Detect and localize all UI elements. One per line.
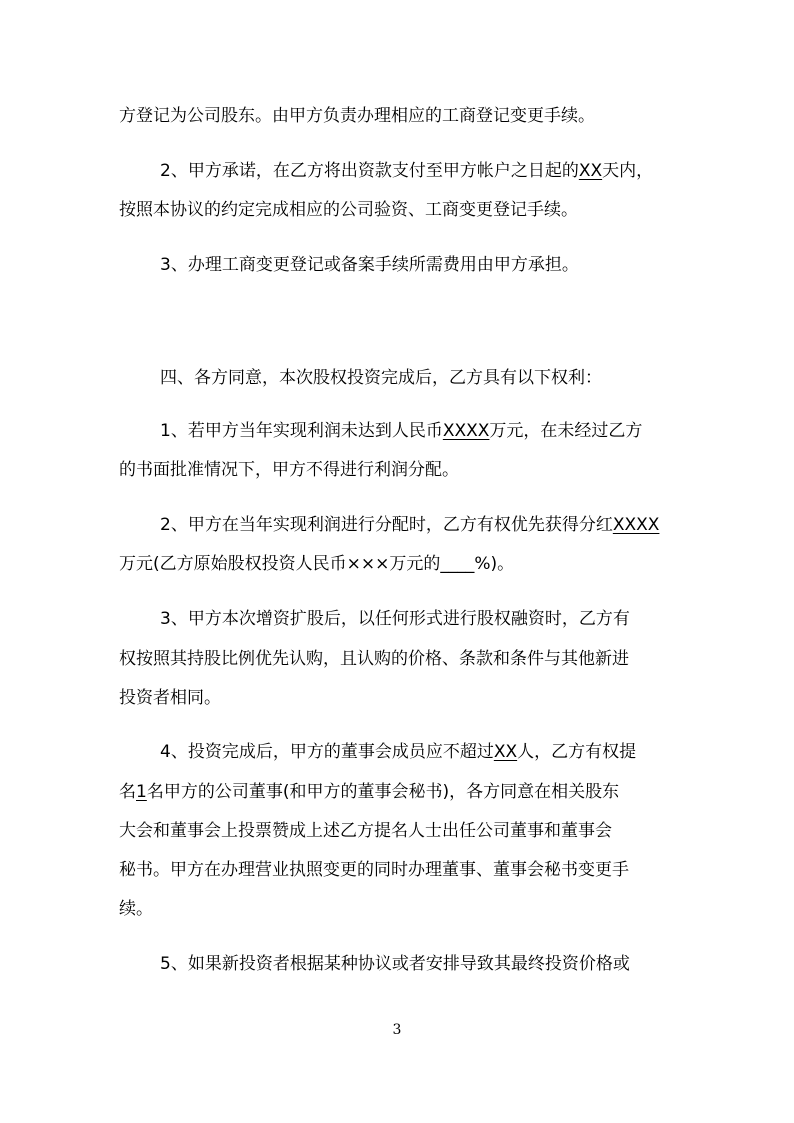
paragraph-line bbox=[160, 159, 653, 183]
text: 5、如果新投资者根据某种协议或者安排导致其最终投资价格或 bbox=[160, 954, 630, 974]
paragraph-line bbox=[160, 607, 630, 631]
text: 方登记为公司股东。由甲方负责办理相应的工商登记变更手续。 bbox=[119, 106, 595, 126]
paragraph-line bbox=[119, 897, 153, 921]
text: 3、办理工商变更登记或备案手续所需费用由甲方承担。 bbox=[160, 255, 579, 275]
text: 秘书。甲方在办理营业执照变更的同时办理董事、董事会秘书变更手 bbox=[119, 860, 629, 880]
paragraph-line bbox=[119, 647, 629, 671]
paragraph-line bbox=[119, 198, 578, 222]
paragraph-line bbox=[119, 104, 595, 128]
page-number: 3 bbox=[392, 1022, 402, 1038]
text: 名甲方的公司董事(和甲方的董事会秘书)，各方同意在相关股东 bbox=[146, 782, 620, 802]
paragraph-line bbox=[160, 952, 630, 976]
paragraph-line bbox=[160, 513, 659, 537]
blank-director-count: 1 bbox=[136, 782, 147, 802]
blank-profit: XXXX bbox=[442, 421, 490, 441]
paragraph-line bbox=[160, 419, 642, 443]
text: 万元(乙方原始股权投资人民币×××万元的 bbox=[119, 554, 441, 574]
blank-board-size: XX bbox=[493, 742, 518, 762]
blank-percent: ____ bbox=[440, 554, 475, 574]
paragraph-line bbox=[119, 819, 612, 843]
text: 按照本协议的约定完成相应的公司验资、工商变更登记手续。 bbox=[119, 200, 578, 220]
section-heading bbox=[160, 366, 602, 390]
paragraph-line bbox=[119, 858, 629, 882]
blank-dividend: XXXX bbox=[612, 515, 660, 535]
paragraph-line bbox=[160, 740, 636, 764]
paragraph-line bbox=[119, 552, 514, 576]
text: 3、甲方本次增资扩股后，以任何形式进行股权融资时，乙方有 bbox=[160, 609, 630, 629]
text: 2、甲方承诺，在乙方将出资款支付至甲方帐户之日起的 bbox=[160, 161, 579, 181]
text: %)。 bbox=[474, 554, 515, 574]
text: 2、甲方在当年实现利润进行分配时，乙方有权优先获得分红 bbox=[160, 515, 613, 535]
paragraph-line bbox=[119, 686, 221, 710]
text: 4、投资完成后，甲方的董事会成员应不超过 bbox=[160, 742, 494, 762]
text: 投资者相同。 bbox=[119, 688, 221, 708]
text: 大会和董事会上投票赞成上述乙方提名人士出任公司董事和董事会 bbox=[119, 821, 612, 841]
text: 天内， bbox=[602, 161, 654, 181]
text: 万元，在未经过乙方 bbox=[489, 421, 643, 441]
blank-days: XX bbox=[578, 161, 603, 181]
text: 续。 bbox=[119, 899, 153, 919]
text: 四、各方同意，本次股权投资完成后，乙方具有以下权利： bbox=[160, 368, 602, 388]
text: 权按照其持股比例优先认购，且认购的价格、条款和条件与其他新进 bbox=[119, 649, 629, 669]
paragraph-line bbox=[119, 780, 619, 804]
paragraph-line bbox=[160, 253, 579, 277]
text: 人，乙方有权提 bbox=[517, 742, 637, 762]
text: 1、若甲方当年实现利润未达到人民币 bbox=[160, 421, 443, 441]
text: 名 bbox=[119, 782, 136, 802]
text: 的书面批准情况下，甲方不得进行利润分配。 bbox=[119, 460, 459, 480]
paragraph-line bbox=[119, 458, 459, 482]
